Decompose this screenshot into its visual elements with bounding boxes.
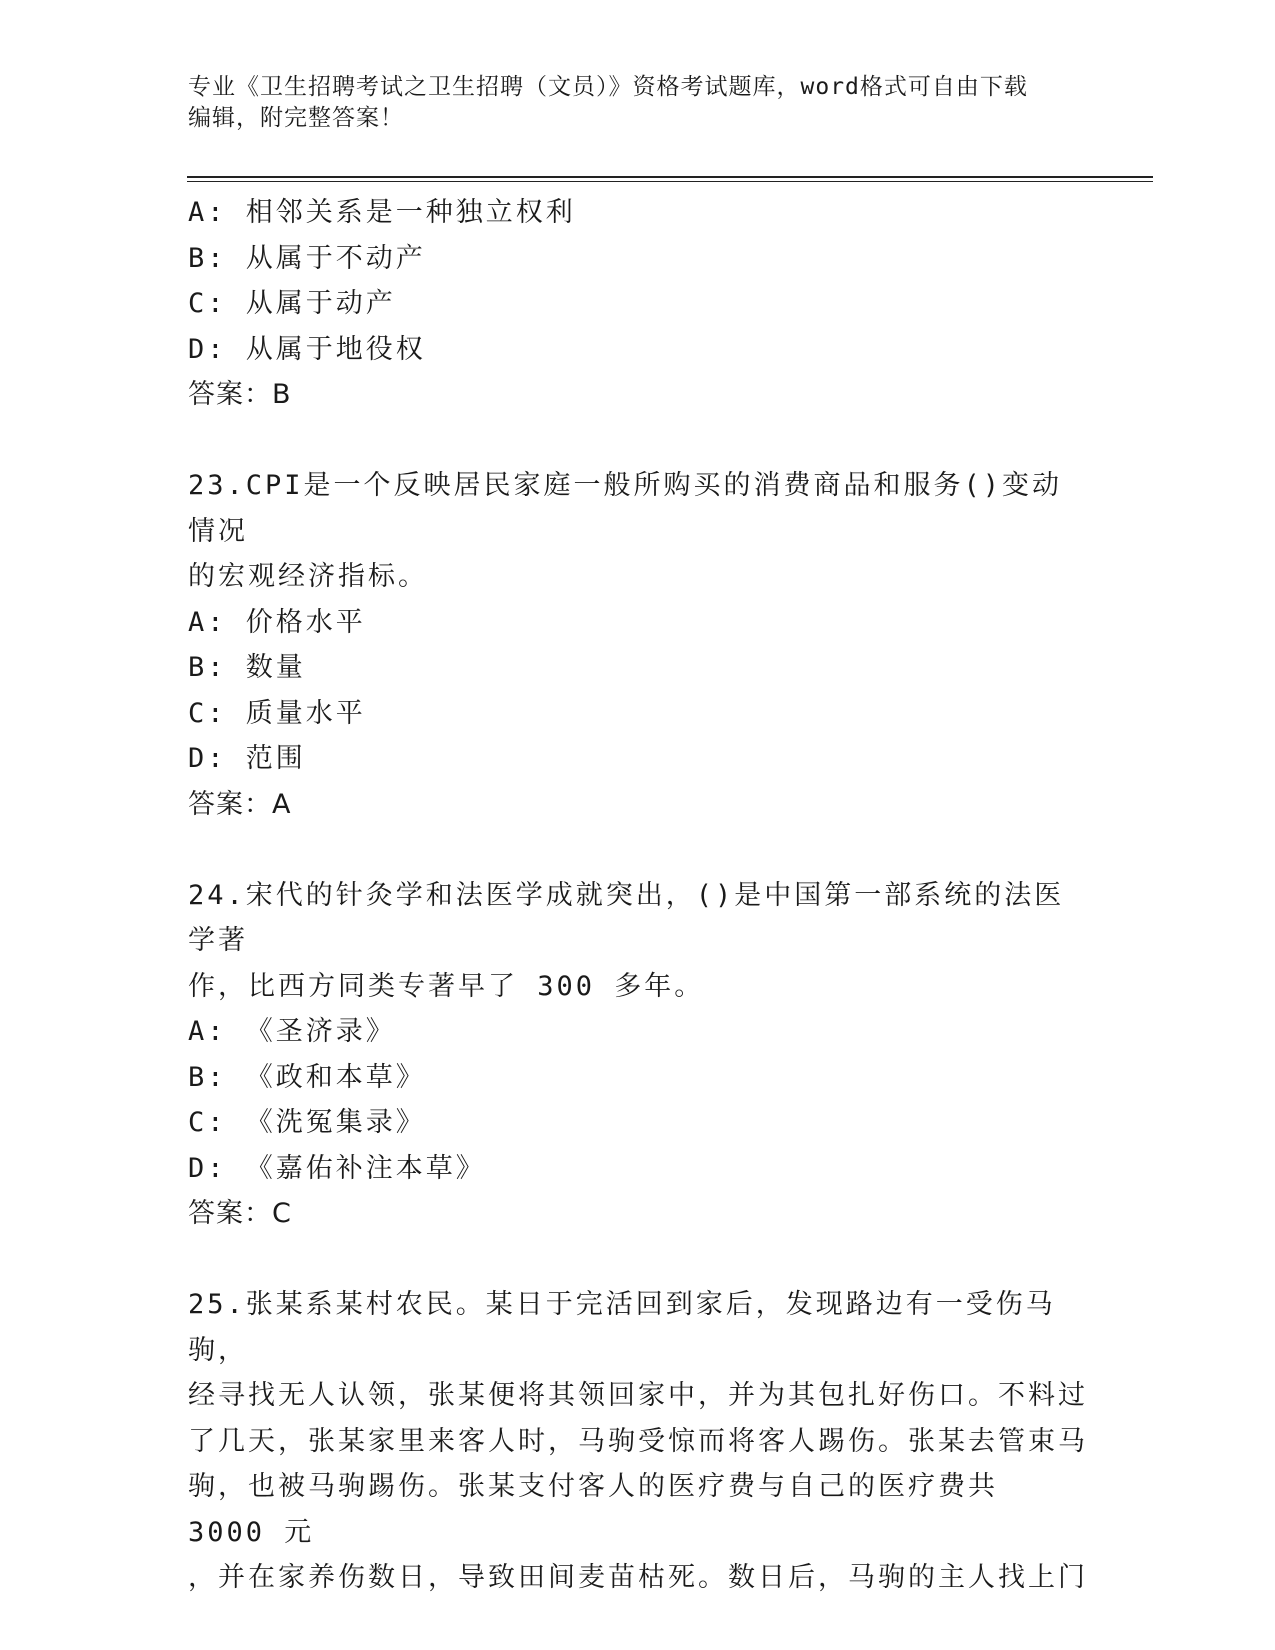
question-stem-line: 25.张某系某村农民。某日于完活回到家后，发现路边有一受伤马驹，	[188, 1289, 1056, 1366]
question-stem-line: 23.CPI是一个反映居民家庭一般所购买的消费商品和服务()变动情况	[188, 470, 1063, 547]
spacer	[188, 827, 1088, 873]
option-b: B: 从属于不动产	[188, 242, 426, 274]
question-stem-line: 作，比西方同类专著早了 300 多年。	[188, 970, 705, 1002]
question-24	[188, 873, 1088, 1237]
header-line-1: 专业《卫生招聘考试之卫生招聘（文员）》资格考试题库，word格式可自由下载	[188, 74, 1028, 100]
answer: 答案：A	[188, 788, 292, 820]
header-line-2: 编辑，附完整答案！	[188, 105, 404, 131]
question-23	[188, 463, 1088, 827]
header-rule-thin	[187, 181, 1153, 182]
spacer	[188, 1237, 1088, 1283]
question-stem-line: 驹，也被马驹踢伤。张某支付客人的医疗费与自己的医疗费共 3000 元	[188, 1471, 998, 1548]
spacer	[188, 418, 1088, 464]
option-a: A: 价格水平	[188, 606, 366, 638]
question-stem-line: 经寻找无人认领，张某便将其领回家中，并为其包扎好伤口。不料过	[188, 1380, 1088, 1411]
option-d: D: 从属于地役权	[188, 333, 426, 365]
option-b: B: 《政和本草》	[188, 1061, 426, 1093]
header-rule	[187, 176, 1153, 178]
question-22	[188, 190, 1088, 418]
question-25	[188, 1282, 1088, 1601]
option-d: D: 《嘉佑补注本草》	[188, 1152, 486, 1184]
question-stem-line: 的宏观经济指标。	[188, 561, 428, 592]
option-c: C: 从属于动产	[188, 288, 396, 319]
question-list	[188, 190, 1088, 1601]
option-d: D: 范围	[188, 743, 306, 774]
answer: 答案：B	[188, 379, 292, 410]
page-header	[188, 72, 1088, 134]
option-c: C: 质量水平	[188, 697, 366, 729]
question-stem-line: ，并在家养伤数日，导致田间麦苗枯死。数日后，马驹的主人找上门	[188, 1562, 1088, 1593]
option-a: A: 《圣济录》	[188, 1016, 396, 1047]
option-c: C: 《洗冤集录》	[188, 1107, 426, 1138]
question-stem-line: 了几天，张某家里来客人时，马驹受惊而将客人踢伤。张某去管束马	[188, 1425, 1088, 1457]
question-stem-line: 24.宋代的针灸学和法医学成就突出，()是中国第一部系统的法医学著	[188, 879, 1065, 956]
option-b: B: 数量	[188, 652, 306, 683]
option-a: A: 相邻关系是一种独立权利	[188, 197, 576, 228]
answer: 答案：C	[188, 1198, 292, 1229]
